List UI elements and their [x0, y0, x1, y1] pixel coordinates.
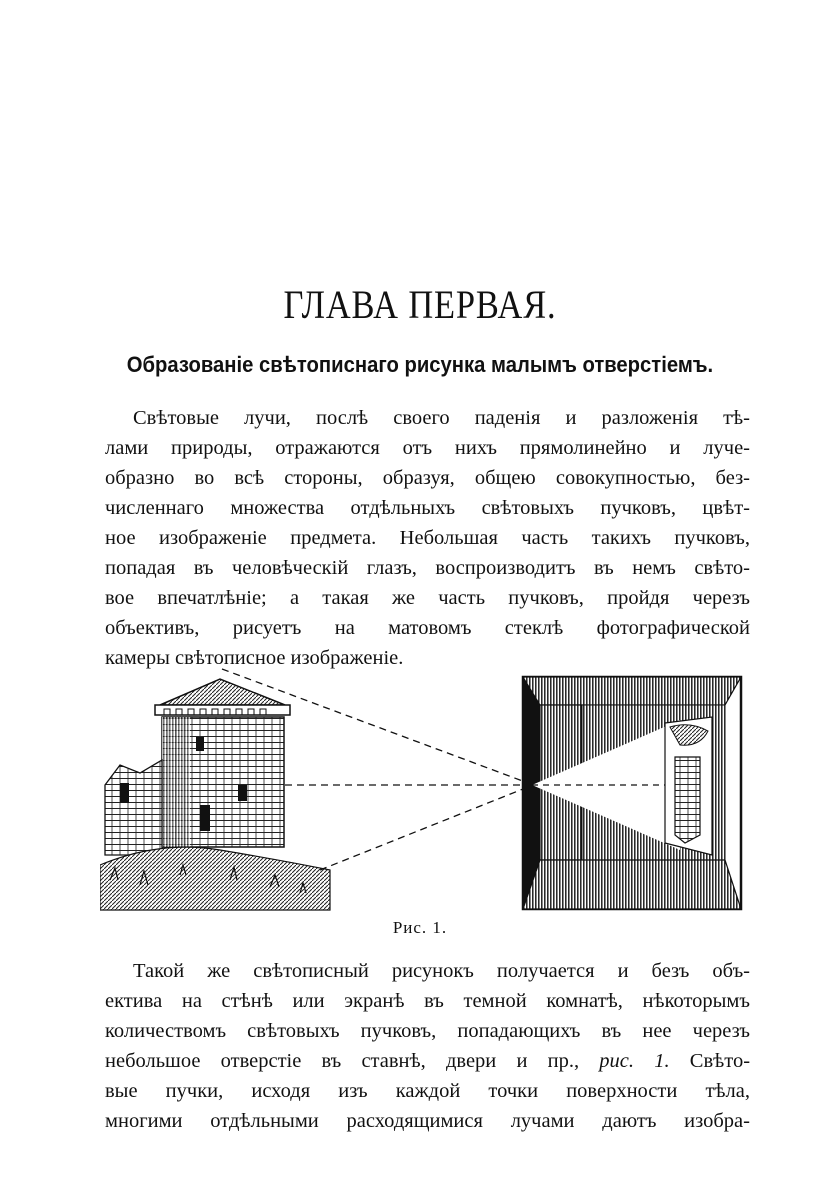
chapter-title: ГЛАВА ПЕРВАЯ. [283, 282, 557, 327]
figure-camera-obscura [100, 665, 750, 915]
paragraph-1 [105, 403, 750, 673]
text-line: камеры свѣтописное изображеніе. [105, 647, 404, 669]
camera-box-illustration [523, 677, 741, 909]
text-line: лами природы, отражаются отъ нихъ прямолинейно и луче- [105, 437, 750, 459]
chapter-subtitle: Образованіе свѣтописнаго рисунка малымъ отверстіемъ. [126, 352, 714, 377]
text-segment: Свѣто- [689, 1050, 751, 1072]
text-line: образно во всѣ стороны, образуя, общею совокупностью, без- [105, 467, 750, 489]
text-line: вое впечатлѣніе; а такая же часть пучковъ, пройдя черезъ [105, 587, 750, 609]
text-line: количествомъ свѣтовыхъ пучковъ, попадающихъ въ нее черезъ [105, 1020, 750, 1042]
text-segment: небольшое отверстіе въ ставнѣ, двери и пр., [105, 1050, 580, 1072]
figure-caption: Рис. 1. [392, 918, 448, 937]
paragraph-2 [105, 956, 750, 1136]
text-line: ектива на стѣнѣ или экранѣ въ темной комнатѣ, нѣкоторымъ [105, 990, 750, 1012]
text-line: ное изображеніе предмета. Небольшая часть такихъ пучковъ, [105, 527, 750, 549]
tower-illustration [100, 679, 330, 910]
text-line: вые пучки, исходя изъ каждой точки поверхности тѣла, [105, 1080, 750, 1102]
text-line: Свѣтовые лучи, послѣ своего паденія и разложенія тѣ- [133, 407, 750, 429]
text-line: численнаго множества отдѣльныхъ свѣтовыхъ пучковъ, цвѣт- [105, 497, 750, 519]
text-line: объективъ, рисуетъ на матовомъ стеклѣ фотографической [105, 617, 750, 639]
text-line: попадая въ человѣческій глазъ, воспроизводитъ въ немъ свѣто- [105, 557, 750, 579]
text-line [105, 1046, 750, 1076]
text-line: многими отдѣльными расходящимися лучами даютъ изобра- [105, 1110, 750, 1132]
text-line: Такой же свѣтописный рисунокъ получается и безъ объ- [133, 960, 750, 982]
figure-reference: рис. 1. [599, 1050, 670, 1072]
